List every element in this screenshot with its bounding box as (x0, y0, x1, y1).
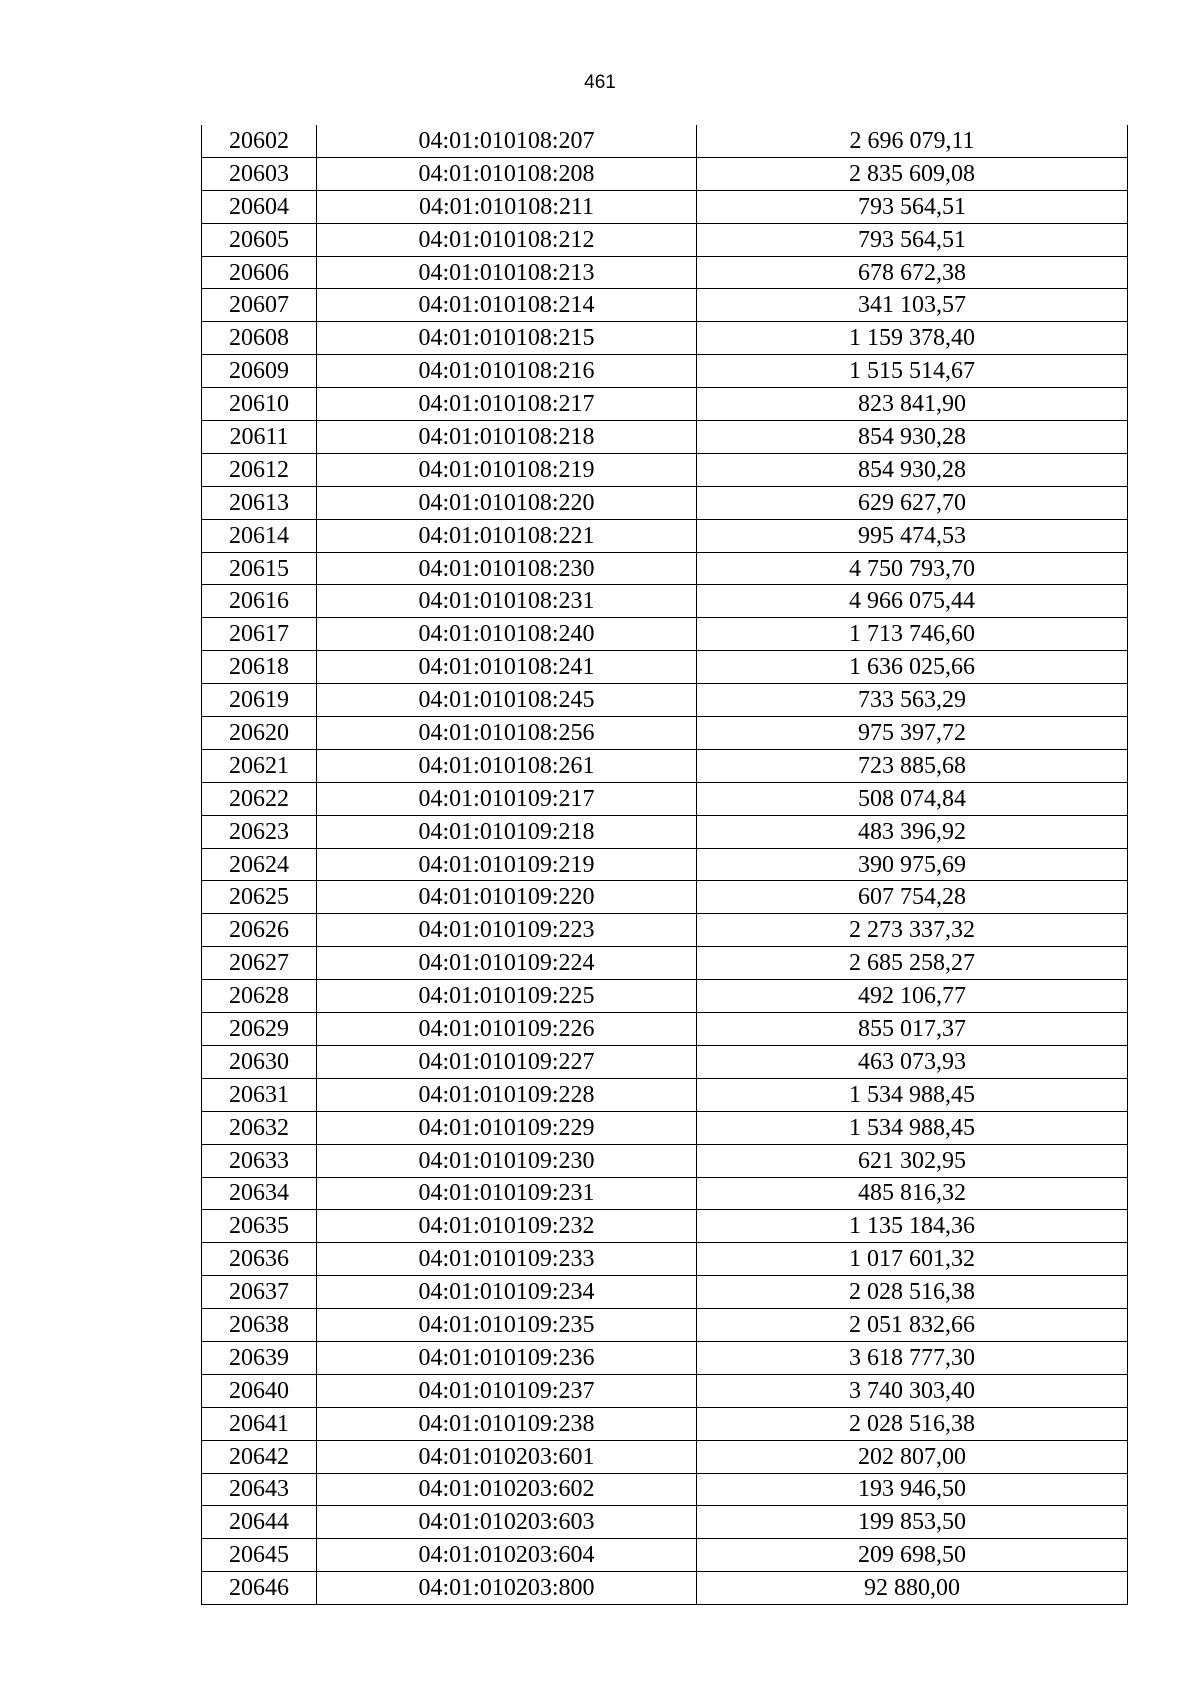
table-row (202, 1078, 1128, 1111)
cadastral-value-cell: 1 636 025,66 (697, 651, 1128, 684)
cadastral-number-cell: 04:01:010108:218 (317, 421, 697, 454)
cadastral-value-cell: 678 672,38 (697, 256, 1128, 289)
cadastral-number-cell: 04:01:010109:235 (317, 1309, 697, 1342)
row-number-cell: 20620 (202, 717, 317, 750)
row-number-cell: 20639 (202, 1341, 317, 1374)
table-row (202, 157, 1128, 190)
table-row (202, 947, 1128, 980)
cadastral-number-cell: 04:01:010109:218 (317, 815, 697, 848)
row-number-cell: 20626 (202, 914, 317, 947)
row-number-cell: 20618 (202, 651, 317, 684)
cadastral-value-cell: 199 853,50 (697, 1506, 1128, 1539)
cadastral-number-cell: 04:01:010109:229 (317, 1111, 697, 1144)
page-number: 461 (584, 72, 616, 93)
cadastral-value-cell: 202 807,00 (697, 1440, 1128, 1473)
row-number-cell: 20643 (202, 1473, 317, 1506)
table-row (202, 453, 1128, 486)
cadastral-value-cell: 2 273 337,32 (697, 914, 1128, 947)
table-row (202, 1572, 1128, 1605)
row-number-cell: 20628 (202, 980, 317, 1013)
table-row (202, 1309, 1128, 1342)
table-row (202, 421, 1128, 454)
cadastral-number-cell: 04:01:010109:233 (317, 1243, 697, 1276)
cadastral-value-cell: 854 930,28 (697, 453, 1128, 486)
cadastral-value-cell: 1 713 746,60 (697, 618, 1128, 651)
table-row (202, 1177, 1128, 1210)
cadastral-value-cell: 2 051 832,66 (697, 1309, 1128, 1342)
cadastral-value-table (201, 125, 1128, 1605)
row-number-cell: 20637 (202, 1276, 317, 1309)
row-number-cell: 20638 (202, 1309, 317, 1342)
cadastral-number-cell: 04:01:010109:238 (317, 1407, 697, 1440)
cadastral-number-cell: 04:01:010109:228 (317, 1078, 697, 1111)
table-row (202, 980, 1128, 1013)
cadastral-value-cell: 855 017,37 (697, 1013, 1128, 1046)
cadastral-value-cell: 1 017 601,32 (697, 1243, 1128, 1276)
table-row (202, 223, 1128, 256)
row-number-cell: 20603 (202, 157, 317, 190)
cadastral-number-cell: 04:01:010203:604 (317, 1539, 697, 1572)
row-number-cell: 20612 (202, 453, 317, 486)
cadastral-value-cell: 2 685 258,27 (697, 947, 1128, 980)
row-number-cell: 20633 (202, 1144, 317, 1177)
table-row (202, 848, 1128, 881)
cadastral-value-cell: 793 564,51 (697, 190, 1128, 223)
row-number-cell: 20607 (202, 289, 317, 322)
cadastral-value-cell: 341 103,57 (697, 289, 1128, 322)
cadastral-value-cell: 975 397,72 (697, 717, 1128, 750)
table-row (202, 782, 1128, 815)
cadastral-number-cell: 04:01:010108:230 (317, 552, 697, 585)
table-row (202, 1276, 1128, 1309)
cadastral-number-cell: 04:01:010109:217 (317, 782, 697, 815)
cadastral-value-cell: 1 534 988,45 (697, 1111, 1128, 1144)
cadastral-number-cell: 04:01:010108:220 (317, 486, 697, 519)
cadastral-value-cell: 723 885,68 (697, 749, 1128, 782)
cadastral-value-cell: 1 534 988,45 (697, 1078, 1128, 1111)
cadastral-value-cell: 4 750 793,70 (697, 552, 1128, 585)
table-row (202, 585, 1128, 618)
row-number-cell: 20611 (202, 421, 317, 454)
table-row (202, 684, 1128, 717)
cadastral-number-cell: 04:01:010109:230 (317, 1144, 697, 1177)
row-number-cell: 20602 (202, 125, 317, 157)
row-number-cell: 20627 (202, 947, 317, 980)
row-number-cell: 20624 (202, 848, 317, 881)
cadastral-value-cell: 1 515 514,67 (697, 355, 1128, 388)
cadastral-number-cell: 04:01:010109:237 (317, 1374, 697, 1407)
cadastral-number-cell: 04:01:010108:207 (317, 125, 697, 157)
cadastral-value-cell: 2 028 516,38 (697, 1276, 1128, 1309)
cadastral-number-cell: 04:01:010108:245 (317, 684, 697, 717)
cadastral-value-cell: 3 740 303,40 (697, 1374, 1128, 1407)
cadastral-value-cell: 492 106,77 (697, 980, 1128, 1013)
table-row (202, 651, 1128, 684)
cadastral-value-cell: 995 474,53 (697, 519, 1128, 552)
row-number-cell: 20613 (202, 486, 317, 519)
table-row (202, 1243, 1128, 1276)
cadastral-value-cell: 485 816,32 (697, 1177, 1128, 1210)
row-number-cell: 20606 (202, 256, 317, 289)
table-row (202, 486, 1128, 519)
cadastral-value-cell: 1 159 378,40 (697, 322, 1128, 355)
cadastral-value-cell: 463 073,93 (697, 1045, 1128, 1078)
row-number-cell: 20641 (202, 1407, 317, 1440)
row-number-cell: 20609 (202, 355, 317, 388)
cadastral-number-cell: 04:01:010109:223 (317, 914, 697, 947)
cadastral-number-cell: 04:01:010109:234 (317, 1276, 697, 1309)
table-row (202, 1407, 1128, 1440)
cadastral-number-cell: 04:01:010109:231 (317, 1177, 697, 1210)
cadastral-number-cell: 04:01:010203:603 (317, 1506, 697, 1539)
cadastral-number-cell: 04:01:010203:602 (317, 1473, 697, 1506)
cadastral-number-cell: 04:01:010109:224 (317, 947, 697, 980)
cadastral-value-cell: 2 028 516,38 (697, 1407, 1128, 1440)
table-row (202, 1506, 1128, 1539)
table-row (202, 1144, 1128, 1177)
row-number-cell: 20646 (202, 1572, 317, 1605)
cadastral-value-cell: 483 396,92 (697, 815, 1128, 848)
cadastral-number-cell: 04:01:010109:225 (317, 980, 697, 1013)
cadastral-value-cell: 4 966 075,44 (697, 585, 1128, 618)
row-number-cell: 20631 (202, 1078, 317, 1111)
table-row (202, 125, 1128, 157)
cadastral-number-cell: 04:01:010203:601 (317, 1440, 697, 1473)
row-number-cell: 20645 (202, 1539, 317, 1572)
row-number-cell: 20635 (202, 1210, 317, 1243)
row-number-cell: 20614 (202, 519, 317, 552)
row-number-cell: 20617 (202, 618, 317, 651)
table-row (202, 1013, 1128, 1046)
table-row (202, 388, 1128, 421)
row-number-cell: 20608 (202, 322, 317, 355)
cadastral-number-cell: 04:01:010108:212 (317, 223, 697, 256)
cadastral-value-cell: 793 564,51 (697, 223, 1128, 256)
cadastral-value-cell: 1 135 184,36 (697, 1210, 1128, 1243)
cadastral-number-cell: 04:01:010108:216 (317, 355, 697, 388)
table-body (202, 125, 1128, 1605)
cadastral-number-cell: 04:01:010109:227 (317, 1045, 697, 1078)
table-row (202, 322, 1128, 355)
table-row (202, 519, 1128, 552)
table-row (202, 1045, 1128, 1078)
cadastral-value-cell: 209 698,50 (697, 1539, 1128, 1572)
table-row (202, 815, 1128, 848)
table-row (202, 1473, 1128, 1506)
table-row (202, 1539, 1128, 1572)
table-row (202, 881, 1128, 914)
cadastral-number-cell: 04:01:010109:219 (317, 848, 697, 881)
cadastral-number-cell: 04:01:010109:226 (317, 1013, 697, 1046)
row-number-cell: 20642 (202, 1440, 317, 1473)
row-number-cell: 20629 (202, 1013, 317, 1046)
row-number-cell: 20604 (202, 190, 317, 223)
row-number-cell: 20630 (202, 1045, 317, 1078)
table-row (202, 1440, 1128, 1473)
cadastral-number-cell: 04:01:010109:220 (317, 881, 697, 914)
table-row (202, 289, 1128, 322)
table-row (202, 1374, 1128, 1407)
cadastral-number-cell: 04:01:010108:241 (317, 651, 697, 684)
cadastral-number-cell: 04:01:010108:261 (317, 749, 697, 782)
row-number-cell: 20605 (202, 223, 317, 256)
row-number-cell: 20622 (202, 782, 317, 815)
cadastral-value-cell: 823 841,90 (697, 388, 1128, 421)
row-number-cell: 20636 (202, 1243, 317, 1276)
cadastral-number-cell: 04:01:010108:208 (317, 157, 697, 190)
table-row (202, 717, 1128, 750)
table-row (202, 256, 1128, 289)
cadastral-value-cell: 621 302,95 (697, 1144, 1128, 1177)
cadastral-value-cell: 854 930,28 (697, 421, 1128, 454)
row-number-cell: 20634 (202, 1177, 317, 1210)
cadastral-value-cell: 508 074,84 (697, 782, 1128, 815)
table-row (202, 618, 1128, 651)
row-number-cell: 20625 (202, 881, 317, 914)
cadastral-number-cell: 04:01:010203:800 (317, 1572, 697, 1605)
table-row (202, 914, 1128, 947)
cadastral-number-cell: 04:01:010108:231 (317, 585, 697, 618)
row-number-cell: 20616 (202, 585, 317, 618)
cadastral-value-cell: 607 754,28 (697, 881, 1128, 914)
table-row (202, 355, 1128, 388)
cadastral-number-cell: 04:01:010108:221 (317, 519, 697, 552)
table-row (202, 1210, 1128, 1243)
cadastral-value-cell: 3 618 777,30 (697, 1341, 1128, 1374)
row-number-cell: 20619 (202, 684, 317, 717)
table-row (202, 749, 1128, 782)
cadastral-value-cell: 733 563,29 (697, 684, 1128, 717)
row-number-cell: 20640 (202, 1374, 317, 1407)
cadastral-number-cell: 04:01:010108:214 (317, 289, 697, 322)
row-number-cell: 20610 (202, 388, 317, 421)
table-row (202, 1111, 1128, 1144)
cadastral-number-cell: 04:01:010108:256 (317, 717, 697, 750)
cadastral-value-cell: 92 880,00 (697, 1572, 1128, 1605)
table-row (202, 552, 1128, 585)
cadastral-value-cell: 193 946,50 (697, 1473, 1128, 1506)
cadastral-number-cell: 04:01:010108:211 (317, 190, 697, 223)
row-number-cell: 20623 (202, 815, 317, 848)
cadastral-number-cell: 04:01:010108:219 (317, 453, 697, 486)
row-number-cell: 20632 (202, 1111, 317, 1144)
cadastral-value-cell: 2 835 609,08 (697, 157, 1128, 190)
table-row (202, 190, 1128, 223)
cadastral-value-cell: 390 975,69 (697, 848, 1128, 881)
cadastral-number-cell: 04:01:010108:213 (317, 256, 697, 289)
cadastral-number-cell: 04:01:010108:217 (317, 388, 697, 421)
cadastral-value-cell: 2 696 079,11 (697, 125, 1128, 157)
cadastral-number-cell: 04:01:010108:240 (317, 618, 697, 651)
cadastral-value-cell: 629 627,70 (697, 486, 1128, 519)
row-number-cell: 20644 (202, 1506, 317, 1539)
cadastral-number-cell: 04:01:010109:232 (317, 1210, 697, 1243)
cadastral-number-cell: 04:01:010108:215 (317, 322, 697, 355)
table-row (202, 1341, 1128, 1374)
row-number-cell: 20615 (202, 552, 317, 585)
row-number-cell: 20621 (202, 749, 317, 782)
cadastral-number-cell: 04:01:010109:236 (317, 1341, 697, 1374)
